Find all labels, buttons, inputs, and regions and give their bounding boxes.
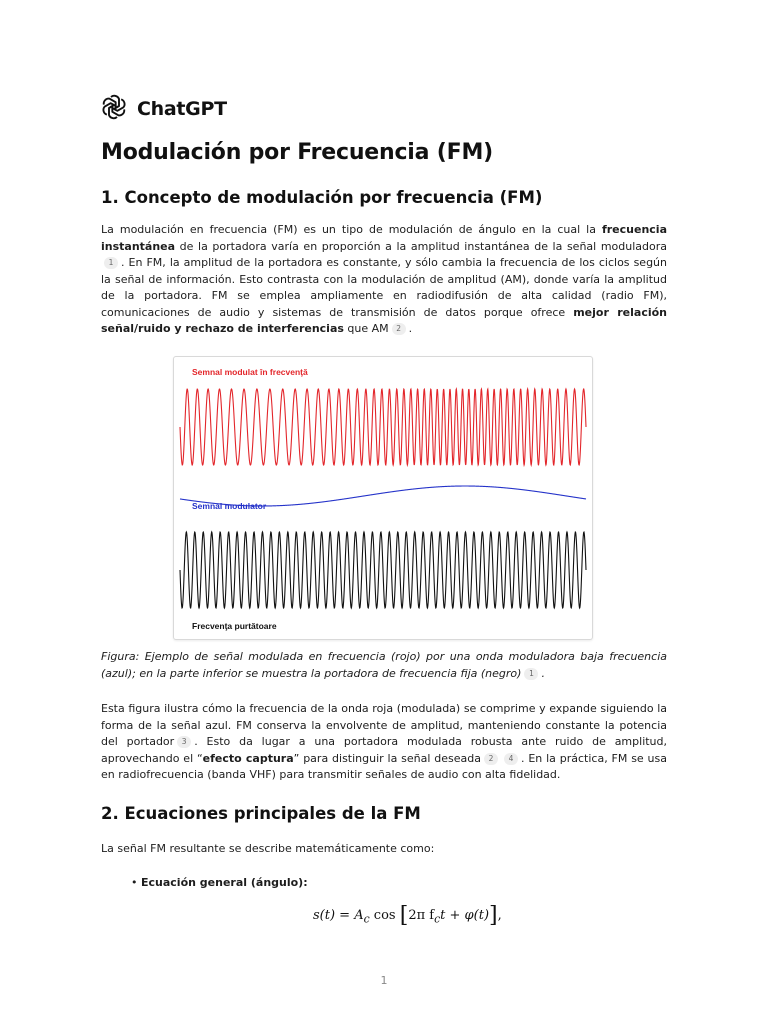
brand-logo	[101, 94, 227, 124]
citation-badge[interactable]: 2	[484, 753, 498, 765]
bold-text: efecto captura	[202, 751, 294, 765]
text: . En FM, la amplitud de la portadora es constante, y sólo cambia la frecuencia de los ciclos según la señal de información. Esto contrasta con la modulación de amplitud (AM), donde varía la amplitud de la portadora. FM se emplea ampliamente en radiodifusión de alta calidad (radio FM), comunicaciones de audio y sistemas de transmisión de datos porque ofrece	[101, 256, 667, 319]
modulated-signal-label: Semnal modulat în frecvenţă	[192, 367, 308, 377]
equation-lhs: s(t) = A	[313, 908, 364, 923]
section-heading-equations: 2. Ecuaciones principales de la FM	[101, 804, 421, 823]
citation-badge[interactable]: 1	[524, 668, 538, 680]
text: ” para distinguir la señal deseada	[293, 751, 481, 765]
fm-equation	[313, 903, 502, 928]
text: Esta figura ilustra cómo la frecuencia de la onda roja (modulada) se comprime y expande siguiendo la forma de la señal azul. FM conserva la envolvente de amplitud, manteniendo constante la potencia del portador	[101, 702, 667, 748]
openai-logo-icon	[101, 94, 127, 124]
modulator-signal-label: Semnal modulator	[192, 501, 267, 511]
text: que AM	[343, 322, 389, 335]
equation-bracket-close: ]	[489, 903, 498, 928]
text: . En la práctica, FM se usa en radiofrecuencia (banda VHF) para transmitir señales de audio con alta fidelidad.	[101, 751, 667, 781]
equation-bracket-open: [	[399, 903, 409, 928]
citation-badge[interactable]: 3	[177, 736, 191, 748]
paragraph-figure-explanation	[101, 701, 667, 784]
equation-inner: t + φ(t)	[440, 908, 490, 923]
bullet-marker: •	[131, 876, 138, 889]
equation-cos: cos	[369, 908, 396, 923]
text: La modulación en frecuencia (FM) es un tipo de modulación de ángulo en la cual la	[101, 223, 602, 236]
bullet-label: Ecuación general (ángulo):	[141, 876, 308, 889]
bullet-item	[131, 876, 308, 889]
paragraph-equations-intro: La señal FM resultante se describe matemáticamente como:	[101, 842, 435, 855]
brand-name: ChatGPT	[137, 98, 227, 120]
text: de la portadora varía en proporción a la amplitud instantánea de la señal moduladora	[175, 239, 667, 253]
fm-waveforms-graphic	[174, 357, 592, 639]
page-title: Modulación por Frecuencia (FM)	[101, 140, 493, 165]
bold-text: frecuencia instantánea	[101, 223, 667, 253]
citation-badge[interactable]: 1	[104, 257, 118, 269]
page-number: 1	[380, 974, 388, 987]
text: . Esto da lugar a una portadora modulada robusta ante ruido de amplitud, aprovechando el “	[101, 735, 668, 765]
carrier-signal-label: Frecvenţa purtătoare	[192, 621, 277, 631]
equation-inner: 2π f	[408, 908, 435, 923]
equation-comma: ,	[497, 908, 502, 923]
equation-subscript: c	[434, 912, 441, 926]
citation-badge[interactable]: 4	[504, 753, 518, 765]
modulated-signal-wave	[180, 389, 586, 465]
text: Figura: Ejemplo de señal modulada en frecuencia (rojo) por una onda moduladora baja frecuencia (azul); en la parte inferior se muestra la portadora de frecuencia fija (negro)	[101, 650, 667, 680]
equation-subscript: c	[363, 912, 370, 926]
text: .	[541, 666, 545, 680]
citation-badge[interactable]: 2	[392, 323, 406, 335]
section-heading-concept: 1. Concepto de modulación por frecuencia (FM)	[101, 188, 543, 207]
bold-text: mejor relación señal/ruido y rechazo de interferencias	[101, 305, 667, 335]
figure-caption	[101, 649, 667, 682]
fm-figure	[173, 356, 593, 640]
text: .	[408, 322, 413, 335]
carrier-signal-wave	[180, 532, 586, 608]
paragraph-concept	[101, 222, 667, 338]
